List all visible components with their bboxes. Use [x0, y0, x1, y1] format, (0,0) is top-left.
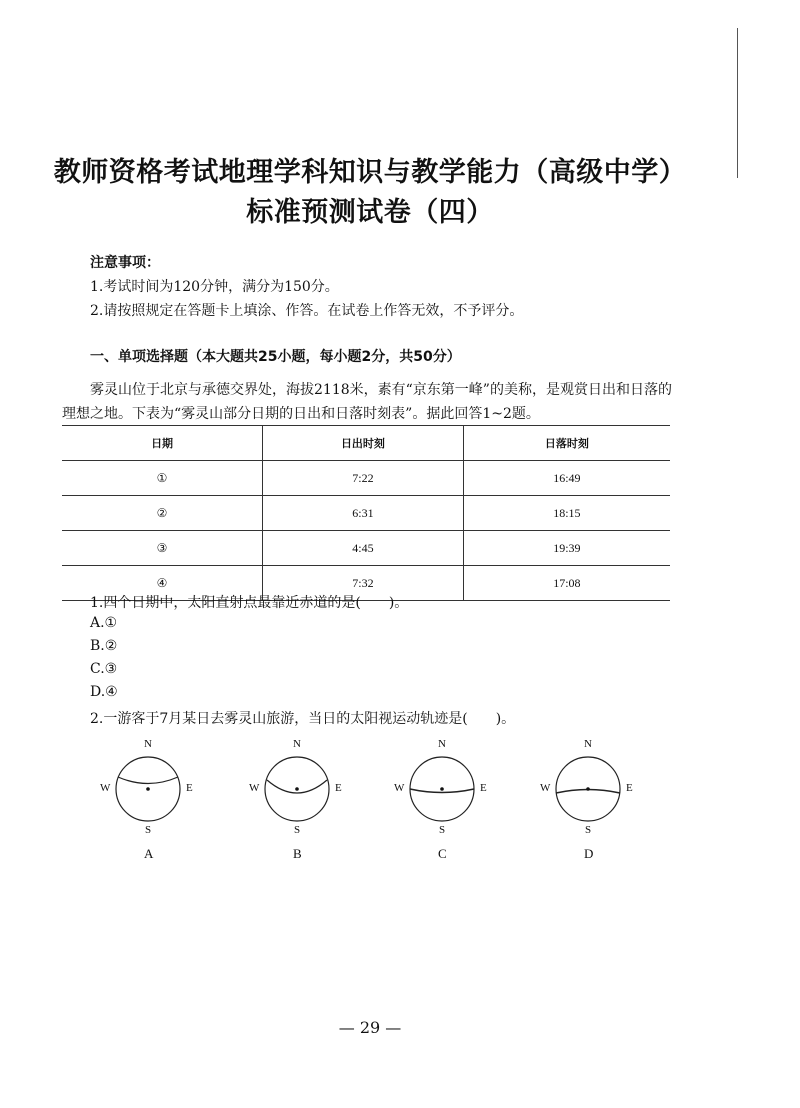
- title-line-2: 标准预测试卷（四）: [246, 197, 494, 228]
- sun-path-arc-a: [118, 777, 178, 784]
- west-label: W: [394, 782, 405, 794]
- notice-item-2: 2.请按照规定在答题卡上填涂、作答。在试卷上作答无效，不予评分。: [90, 303, 524, 319]
- table-row: [62, 531, 670, 566]
- north-label: N: [144, 738, 152, 750]
- north-label: N: [293, 738, 301, 750]
- sun-path-diagram-a: [98, 736, 198, 866]
- passage-text: 雾灵山位于北京与承德交界处，海拔2118米，素有“京东第一峰”的美称，是观赏日出和日落的理想之地。下表为“雾灵山部分日期的日出和日落时刻表”。据此回答1~2题。: [62, 382, 672, 422]
- table-header-date: 日期: [62, 426, 263, 461]
- question-1-option-d: D.④: [90, 684, 118, 700]
- question-1-option-a: A.①: [90, 615, 118, 631]
- title-line-1: 教师资格考试地理学科知识与教学能力（高级中学）: [53, 157, 687, 188]
- east-label: E: [480, 782, 487, 794]
- table-cell-date: ③: [62, 531, 263, 566]
- table-cell-date: ②: [62, 496, 263, 531]
- north-label: N: [438, 738, 446, 750]
- page-number: — 29 —: [338, 1018, 402, 1037]
- table-cell-sunset: 18:15: [463, 496, 670, 531]
- table-header-sunset: 日落时刻: [463, 426, 670, 461]
- south-label: S: [294, 824, 301, 836]
- question-1-stem: 1.四个日期中，太阳直射点最靠近赤道的是( )。: [90, 595, 409, 611]
- choice-label-c: C: [438, 846, 447, 861]
- south-label: S: [585, 824, 592, 836]
- table-cell-sunrise: 6:31: [263, 496, 464, 531]
- table-row: [62, 496, 670, 531]
- table-header-row: [62, 426, 670, 461]
- east-label: E: [626, 782, 633, 794]
- section-heading: 一、单项选择题（本大题共25小题，每小题2分，共50分）: [90, 349, 461, 365]
- table-cell-date: ④: [62, 566, 263, 601]
- sun-path-arc-b: [267, 780, 327, 793]
- table-cell-sunrise: 7:32: [263, 566, 464, 601]
- sun-path-diagram-b: [247, 736, 347, 866]
- table-cell-sunrise: 7:22: [263, 461, 464, 496]
- table-row: [62, 461, 670, 496]
- table-header-sunrise: 日出时刻: [263, 426, 464, 461]
- notice-item-1: 1.考试时间为120分钟，满分为150分。: [90, 279, 339, 295]
- west-label: W: [249, 782, 260, 794]
- table-cell-sunrise: 4:45: [263, 531, 464, 566]
- west-label: W: [540, 782, 551, 794]
- west-label: W: [100, 782, 111, 794]
- choice-label-a: A: [144, 846, 154, 861]
- table-cell-sunset: 19:39: [463, 531, 670, 566]
- question-1-option-c: C.③: [90, 661, 118, 677]
- question-1-option-b: B.②: [90, 638, 118, 654]
- sun-path-diagram-d: [538, 736, 638, 866]
- notice-heading: 注意事项：: [90, 255, 160, 271]
- east-label: E: [186, 782, 193, 794]
- south-label: S: [439, 824, 446, 836]
- table-cell-sunset: 16:49: [463, 461, 670, 496]
- sunrise-sunset-table: [62, 425, 670, 601]
- south-label: S: [145, 824, 152, 836]
- east-label: E: [335, 782, 342, 794]
- table-cell-date: ①: [62, 461, 263, 496]
- table-cell-sunset: 17:08: [463, 566, 670, 601]
- choice-label-b: B: [293, 846, 302, 861]
- question-2-stem: 2.一游客于7月某日去雾灵山旅游，当日的太阳视运动轨迹是( )。: [90, 711, 516, 727]
- choice-label-d: D: [584, 846, 594, 861]
- north-label: N: [584, 738, 592, 750]
- sun-path-diagram-c: [392, 736, 492, 866]
